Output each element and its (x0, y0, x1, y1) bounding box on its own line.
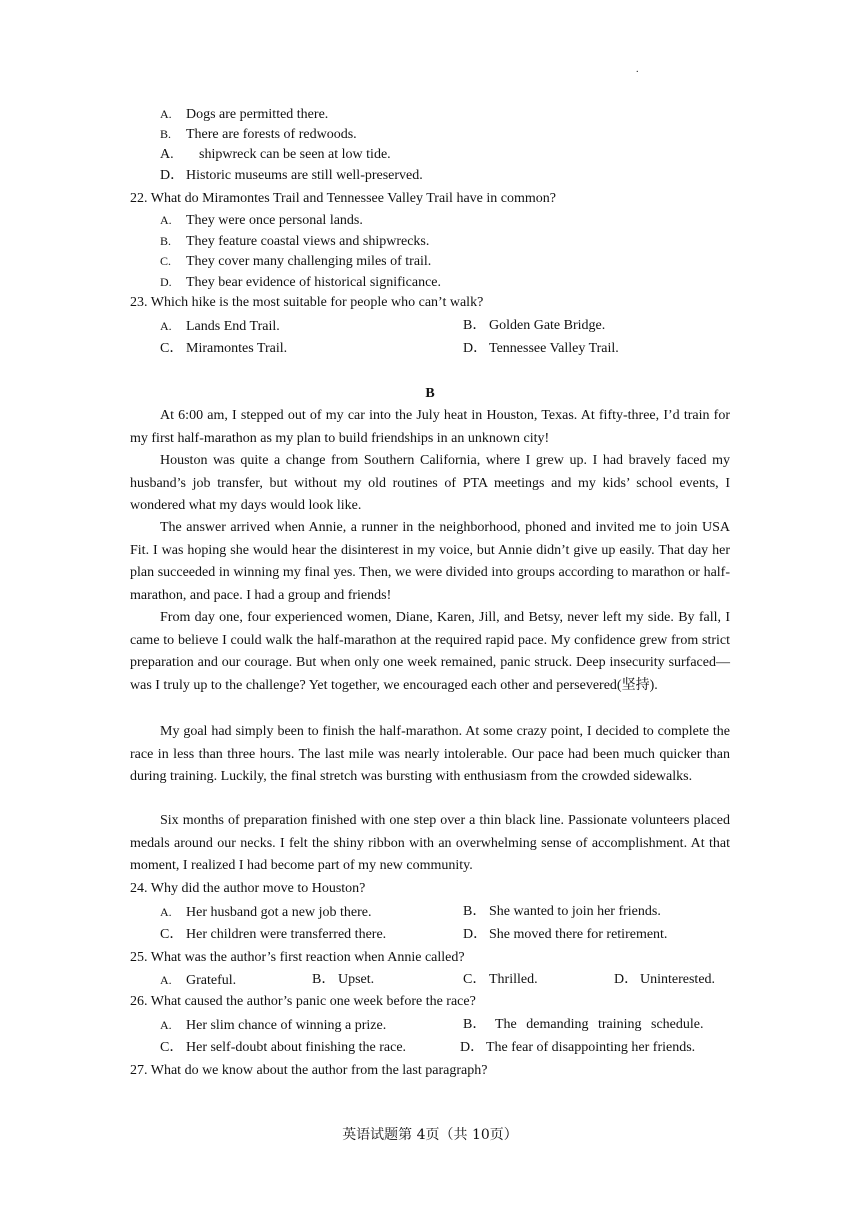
option-text: shipwreck can be seen at low tide. (199, 147, 391, 162)
passage-paragraph-2: Houston was quite a change from Southern California, where I grew up. I had bravely faced my husband’s job transfer, but without my old routines of PTA meetings and my kids’ school events, I wondered what my days would look like. (130, 453, 730, 513)
question-26: 26. What caused the author’s panic one week before the race? (130, 994, 476, 1009)
question-27: 27. What do we know about the author from the last paragraph? (130, 1063, 488, 1078)
option-text: Tennessee Valley Trail. (489, 341, 619, 356)
q24-option-a (160, 903, 371, 922)
q23-option-a (160, 317, 280, 336)
option-label: D． (463, 927, 488, 942)
question-22: 22. What do Miramontes Trail and Tennessee Valley Trail have in common? (130, 191, 556, 206)
option-label: A. (160, 319, 172, 333)
option-label: B． (463, 318, 487, 333)
q25-option-a (160, 971, 236, 990)
option-text: Uninterested. (640, 972, 716, 987)
option-text: Miramontes Trail. (186, 341, 288, 356)
passage-paragraph-5: My goal had simply been to finish the half-marathon. At some crazy point, I decided to complete the race in less than three hours. The last mile was nearly intolerable. Our pace had been much quicker than during training. Luckily, the final stretch was bursting with enthusiasm from the crowded sidewalks. (130, 724, 730, 784)
option-text: Historic museums are still well-preserved. (186, 168, 423, 183)
option-label: B． (463, 904, 487, 919)
page-footer: 英语试题第 4页（共 10页） (342, 1127, 518, 1143)
section-heading: B (425, 386, 435, 401)
option-label: C． (463, 972, 487, 987)
question-24: 24. Why did the author move to Houston? (130, 881, 366, 896)
q26-option-a (160, 1016, 386, 1035)
q26-option-b (463, 1016, 704, 1034)
q26-option-d (460, 1039, 695, 1057)
option-text: Dogs are permitted there. (186, 107, 329, 122)
option-text: Grateful. (186, 973, 237, 988)
option-label: B. (160, 127, 172, 141)
option-label: D． (460, 1040, 485, 1055)
q25-option-d (614, 971, 715, 989)
option-label: C． (160, 927, 184, 942)
option-label: B． (463, 1017, 487, 1032)
option-text: Her self-doubt about finishing the race. (186, 1040, 407, 1055)
option-text: Her slim chance of winning a prize. (186, 1018, 387, 1033)
option-label: C. (160, 254, 172, 268)
q24-option-c (160, 926, 386, 944)
option-label: D. (160, 275, 172, 289)
option-label: A. (160, 1018, 172, 1032)
option-text: Lands End Trail. (186, 319, 280, 334)
q24-option-d (463, 926, 667, 944)
q21-option-d (160, 167, 423, 185)
option-text: Golden Gate Bridge. (489, 318, 606, 333)
question-25: 25. What was the author’s first reaction when Annie called? (130, 950, 465, 965)
q23-option-d (463, 340, 619, 358)
option-text: Her children were transferred there. (186, 927, 387, 942)
option-label: A. (160, 213, 172, 227)
question-23: 23. Which hike is the most suitable for people who can’t walk? (130, 295, 484, 310)
option-label: C． (160, 1040, 184, 1055)
passage-paragraph-1: At 6:00 am, I stepped out of my car into the July heat in Houston, Texas. At fifty-three, I’d train for my first half-marathon as my plan to build friendships in an unknown city! (130, 408, 730, 446)
q25-option-c (463, 971, 538, 989)
option-text: Upset. (338, 972, 375, 987)
header-mark: . (636, 64, 639, 75)
q24-option-b (463, 903, 661, 921)
passage-paragraph-4: From day one, four experienced women, Diane, Karen, Jill, and Betsy, never left my side. By fall, I came to believe I could walk the half-marathon at the required rapid pace. My confidence grew from strict preparation and our courage. But when only one week remained, panic struck. Deep insecurity surfaced—was I truly up to the challenge? Yet together, we encouraged each other and persevered(坚持). (130, 610, 730, 693)
option-text: The demanding training schedule. (495, 1017, 704, 1032)
q26-option-c (160, 1039, 406, 1057)
option-text: She moved there for retirement. (489, 927, 668, 942)
option-text: They feature coastal views and shipwrecks. (186, 234, 430, 249)
option-label: A. (160, 905, 172, 919)
option-label: B． (312, 972, 336, 987)
option-text: They bear evidence of historical significance. (186, 275, 441, 290)
q22-option-c (160, 252, 431, 271)
option-label: D． (463, 341, 488, 356)
q22-option-a (160, 211, 363, 230)
option-label: A. (160, 973, 172, 987)
q25-option-b (312, 971, 374, 989)
option-text: They were once personal lands. (186, 213, 363, 228)
q21-option-b (160, 125, 357, 144)
option-text: Her husband got a new job there. (186, 905, 372, 920)
passage-paragraph-6: Six months of preparation finished with one step over a thin black line. Passionate volunteers placed medals around our necks. I felt the shiny ribbon with an overwhelming sense of accomplishment. At that moment, I realized I had become part of my new community. (130, 813, 730, 873)
option-label: D． (614, 972, 639, 987)
q22-option-d (160, 273, 441, 292)
option-label: B. (160, 234, 172, 248)
q21-option-a (160, 105, 328, 124)
option-label: A. (160, 107, 172, 121)
option-text: They cover many challenging miles of trail. (186, 254, 432, 269)
option-label: C． (160, 341, 184, 356)
option-label: A. (160, 147, 174, 162)
option-label: D． (160, 168, 185, 183)
option-text: Thrilled. (489, 972, 538, 987)
q21-option-c (160, 146, 391, 164)
option-text: She wanted to join her friends. (489, 904, 661, 919)
q23-option-c (160, 340, 287, 358)
passage-paragraph-3: The answer arrived when Annie, a runner in the neighborhood, phoned and invited me to join USA Fit. I was hoping she would hear the disinterest in my voice, but Annie didn’t give up easily. That day her plan succeeded in winning my final yes. Then, we were divided into groups according to marathon or half- marathon, and pace. I had a group and friends! (130, 520, 730, 603)
q23-option-b (463, 317, 605, 335)
option-text: The fear of disappointing her friends. (486, 1040, 696, 1055)
q22-option-b (160, 232, 429, 251)
option-text: There are forests of redwoods. (186, 127, 357, 142)
